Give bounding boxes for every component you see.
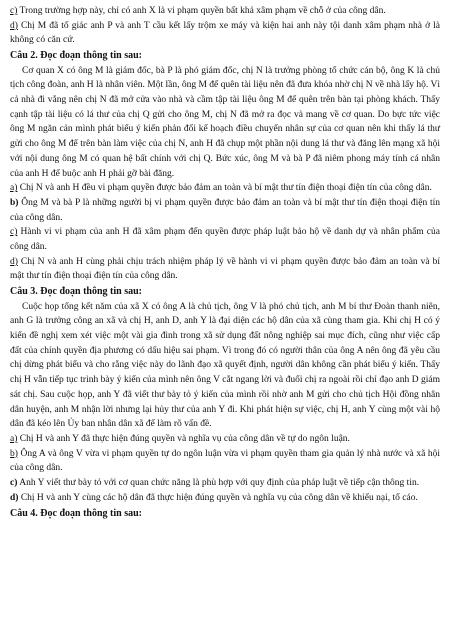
option-text: Hành vi vi phạm của anh H đã xâm phạm đến quyền được pháp luật bảo hộ về danh dự và nhân phẩm của công dân. <box>10 227 440 253</box>
option-letter: a) <box>10 433 18 444</box>
option-text: Chị N và anh H cùng phải chịu trách nhiệm pháp lý về hành vi vi phạm quyền được bảo đảm an toàn và bí mật thư tín điện thoại điện tín của công dân. <box>10 256 440 282</box>
option-letter: d) <box>10 492 19 503</box>
question-3 <box>10 284 440 505</box>
question-4-title: Câu 4. Đọc đoạn thông tin sau: <box>10 507 142 519</box>
option-letter: a) <box>10 183 18 194</box>
option-letter: c) <box>10 227 18 238</box>
option-letter: b) <box>10 448 18 459</box>
question-3-passage: Cuộc họp tổng kết năm của xã X có ông A là chủ tịch, ông V là phó chủ tịch, anh M bí thư Đoàn thanh niên, anh G là trưởng công an xã và chị H, anh D, anh Y là đại diện các hộ dân của xã cùng tham gia. Khi chị H có ý kiến đề nghị xem xét việc một vài gia đình trong xã sử dụng đất nông nghiệp sai mục đích, cũng như việc cấp đất của chính quyền địa phương có dấu hiệu sai phạm. Vì trong đó có người thân của ông A nên ông đã yêu cầu chị dừng phát biểu và cho rằng việc này do lãnh đạo xã quyết định, người dân không cần phát biểu ý kiến. Thấy chị H vẫn tiếp tục trình bày ý kiến của mình nên ông V cắt ngang lời và đuổi chị ra ngoài rồi chỉ đạo anh D giám sát chị. Sau cuộc họp, anh Y đã viết thư bày tỏ ý kiến của mình rồi nhờ anh M gửi cho chủ tịch Hội đồng nhân dân huyện, anh M nhận lời nhưng lại hủy thư của anh Y đi. Khi phát hiện sự việc, chị H, anh Y cùng một vài hộ dân đã kéo lên Ủy ban nhân dân xã để làm rõ vấn đề. <box>10 301 440 430</box>
question-2-passage: Cơ quan X có ông M là giám đốc, bà P là phó giám đốc, chị N là trưởng phòng tổ chức cán bộ, ông K là chủ tịch công đoàn, anh H là nhân viên. Một lần, ông M để quên tài liệu nên đã đưa khóa nhờ chị N về nhà lấy hộ. Vì cả nhà đi vắng nên chị N đã mở cửa vào nhà và cầm tập tài liệu ông M để quên trên bàn tại phòng khách. Thấy cạnh tập tài liệu có lá thư của chị Q gửi cho ông M, chị N đã mở ra đọc và mang về cơ quan. Do bực tức việc ông M ngăn cản mình phát biểu ý kiến phản đối kế hoạch điều chuyển nhân sự của cơ quan nên khi thấy lá thư gửi cho ông M để trên bàn làm việc của chị N, anh H đã chụp một phần nội dung lá thư và đăng lên mạng xã hội với nội dung ông M có quan hệ bất chính với chị Q. Bức xúc, ông M và bà P đã niêm phong máy tính cá nhân của anh H để buộc anh H phải gỡ bài đăng. <box>10 65 440 179</box>
option-text: Ông A và ông V vừa vi phạm quyền tự do ngôn luận vừa vi phạm quyền tham gia quản lý nhà nước và xã hội của công dân. <box>10 448 440 474</box>
question-2-title: Câu 2. Đọc đoạn thông tin sau: <box>10 50 142 62</box>
option-d <box>10 19 440 48</box>
option-letter: b) <box>10 197 19 208</box>
q3-option-c <box>10 476 440 491</box>
q3-option-d <box>10 491 440 506</box>
q2-option-c <box>10 225 440 254</box>
option-text: Ông M và bà P là những người bị vi phạm quyền được bảo đảm an toàn và bí mật thư tín điện thoại điện tín của công dân. <box>10 197 440 223</box>
option-letter: c) <box>10 6 18 16</box>
option-letter: d) <box>10 20 18 31</box>
option-text: Chị M đã tố giác anh P và anh T cầu kết lấy trộm xe máy và kiện hai anh này tội danh xâm phạm nhà ở là không có căn cứ. <box>10 20 440 46</box>
option-c <box>10 4 440 19</box>
q3-option-a <box>10 432 440 447</box>
q2-option-b <box>10 196 440 225</box>
question-3-title: Câu 3. Đọc đoạn thông tin sau: <box>10 286 142 298</box>
option-text: Chị H và anh Y cùng các hộ dân đã thực hiện đúng quyền và nghĩa vụ của công dân về khiếu nại, tố cáo. <box>18 492 418 503</box>
top-options <box>10 4 440 48</box>
option-text: Chị H và anh Y đã thực hiện đúng quyền và nghĩa vụ của công dân về tự do ngôn luận. <box>17 433 350 444</box>
option-text: Trong trường hợp này, chỉ có anh X là vi phạm quyền bất khả xâm phạm về chỗ ở của công dân. <box>17 6 386 16</box>
q2-option-d <box>10 255 440 284</box>
option-letter: d) <box>10 256 18 267</box>
question-4 <box>10 506 440 522</box>
option-letter: c) <box>10 478 18 489</box>
option-text: Chị N và anh H đều vi phạm quyền được bảo đảm an toàn và bí mật thư tín điện thoại điện tín của công dân. <box>17 183 432 194</box>
option-text: Anh Y viết thư bày tỏ với cơ quan chức năng là phù hợp với quy định của pháp luật về tiếp cận thông tin. <box>17 478 420 489</box>
question-2 <box>10 48 440 284</box>
q2-option-a <box>10 181 440 196</box>
q3-option-b <box>10 447 440 476</box>
